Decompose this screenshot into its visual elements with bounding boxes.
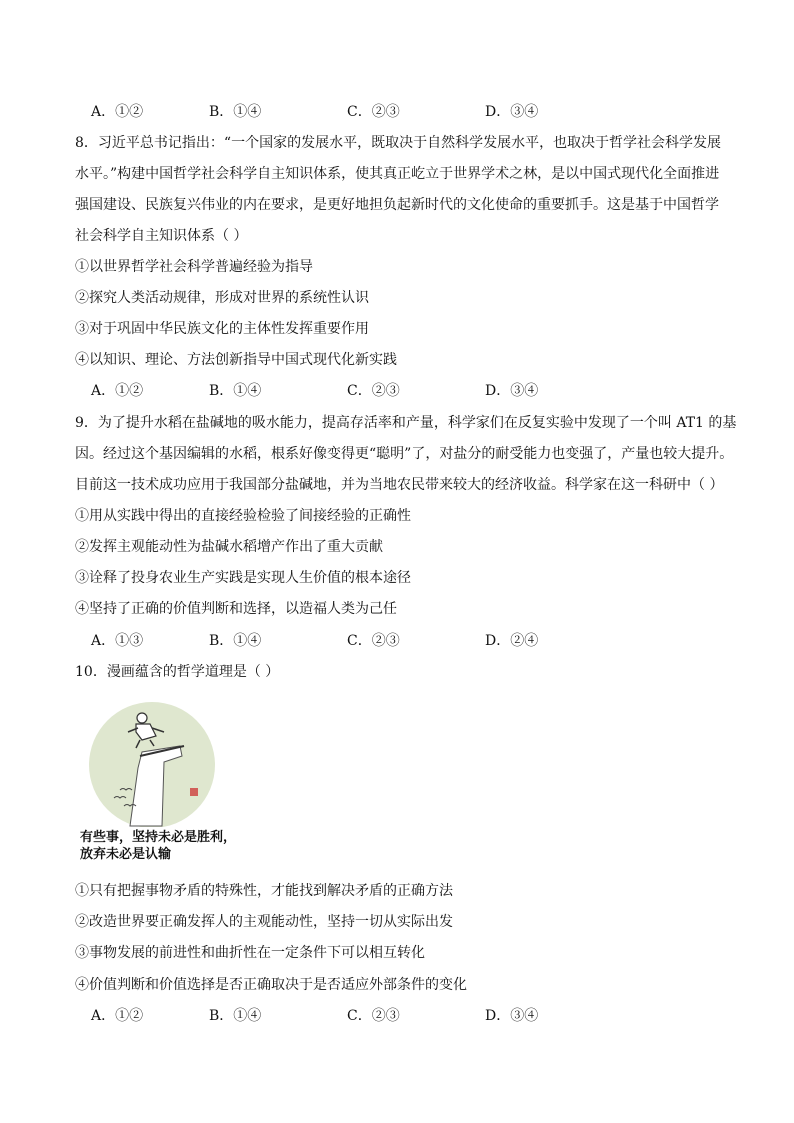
q9-statement-1: ①用从实践中得出的直接经验检验了间接经验的正确性 [75,508,411,524]
q8-statement-4: ④以知识、理论、方法创新指导中国式现代化新实践 [75,352,397,368]
q10-option-c[interactable]: C．②③ [347,1008,400,1024]
q9-option-b[interactable]: B．①④ [209,633,262,649]
cartoon-drawing [80,702,230,827]
q7-option-c[interactable]: C．②③ [347,104,400,120]
q10-statement-3: ③事物发展的前进性和曲折性在一定条件下可以相互转化 [75,945,425,961]
q9-statement-4: ④坚持了正确的价值判断和选择，以造福人类为己任 [75,601,397,617]
q7-option-b[interactable]: B．①④ [209,104,262,120]
q9-option-c[interactable]: C．②③ [347,633,400,649]
q8-stem-line-3: 强国建设、民族复兴伟业的内在要求，是更好地担负起新时代的文化使命的重要抓手。这是基于中国哲学 [75,197,719,213]
q10-statement-1: ①只有把握事物矛盾的特殊性，才能找到解决矛盾的正确方法 [75,883,453,899]
q10-option-b[interactable]: B．①④ [209,1008,262,1024]
q9-option-d[interactable]: D．②④ [485,633,539,649]
q8-stem-line-4: 社会科学自主知识体系（ ） [75,228,248,244]
q8-statement-1: ①以世界哲学社会科学普遍经验为指导 [75,259,313,275]
q9-option-a[interactable]: A．①③ [91,633,144,649]
q8-statement-3: ③对于巩固中华民族文化的主体性发挥重要作用 [75,321,369,337]
q10-statement-2: ②改造世界要正确发挥人的主观能动性，坚持一切从实际出发 [75,914,453,930]
cartoon-caption-line-2: 放弃未必是认输 [80,847,172,862]
q8-option-a[interactable]: A．①② [91,383,144,399]
q7-option-a[interactable]: A．①② [91,104,144,120]
q9-stem-line-1: 9．为了提升水稻在盐碱地的吸水能力，提高存活率和产量，科学家们在反复实验中发现了一个叫 AT1 的基 [75,415,737,431]
q8-option-c[interactable]: C．②③ [347,383,400,399]
cartoon-caption [80,829,236,863]
q8-stem-line-2: 水平。”构建中国哲学社会科学自主知识体系，使其真正屹立于世界学术之林，是以中国式现代化全面推进 [75,166,720,182]
cartoon-seal-stamp [190,788,198,796]
q8-statement-2: ②探究人类活动规律，形成对世界的系统性认识 [75,290,369,306]
q7-option-d[interactable]: D．③④ [485,104,539,120]
cartoon-caption-line-1: 有些事，坚持未必是胜利， [80,830,237,845]
cartoon-figure-head [137,713,147,723]
q8-option-d[interactable]: D．③④ [485,383,539,399]
q10-statement-4: ④价值判断和价值选择是否正确取决于是否适应外部条件的变化 [75,977,467,993]
q8-option-b[interactable]: B．①④ [209,383,262,399]
q10-option-d[interactable]: D．③④ [485,1008,539,1024]
q10-stem: 10．漫画蕴含的哲学道理是（ ） [75,664,280,680]
q9-statement-3: ③诠释了投身农业生产实践是实现人生价值的根本途径 [75,570,411,586]
q8-stem-line-1: 8．习近平总书记指出：“一个国家的发展水平，既取决于自然科学发展水平，也取决于哲学社会科学发展 [75,135,722,151]
q10-option-a[interactable]: A．①② [91,1008,144,1024]
q9-stem-line-3: 目前这一技术成功应用于我国部分盐碱地，并为当地农民带来较大的经济收益。科学家在这一科研中（ ） [75,477,724,493]
q9-statement-2: ②发挥主观能动性为盐碱水稻增产作出了重大贡献 [75,539,383,555]
q9-stem-line-2: 因。经过这个基因编辑的水稻，根系好像变得更“聪明”了，对盐分的耐受能力也变强了，产量也较大提升。 [75,446,734,462]
